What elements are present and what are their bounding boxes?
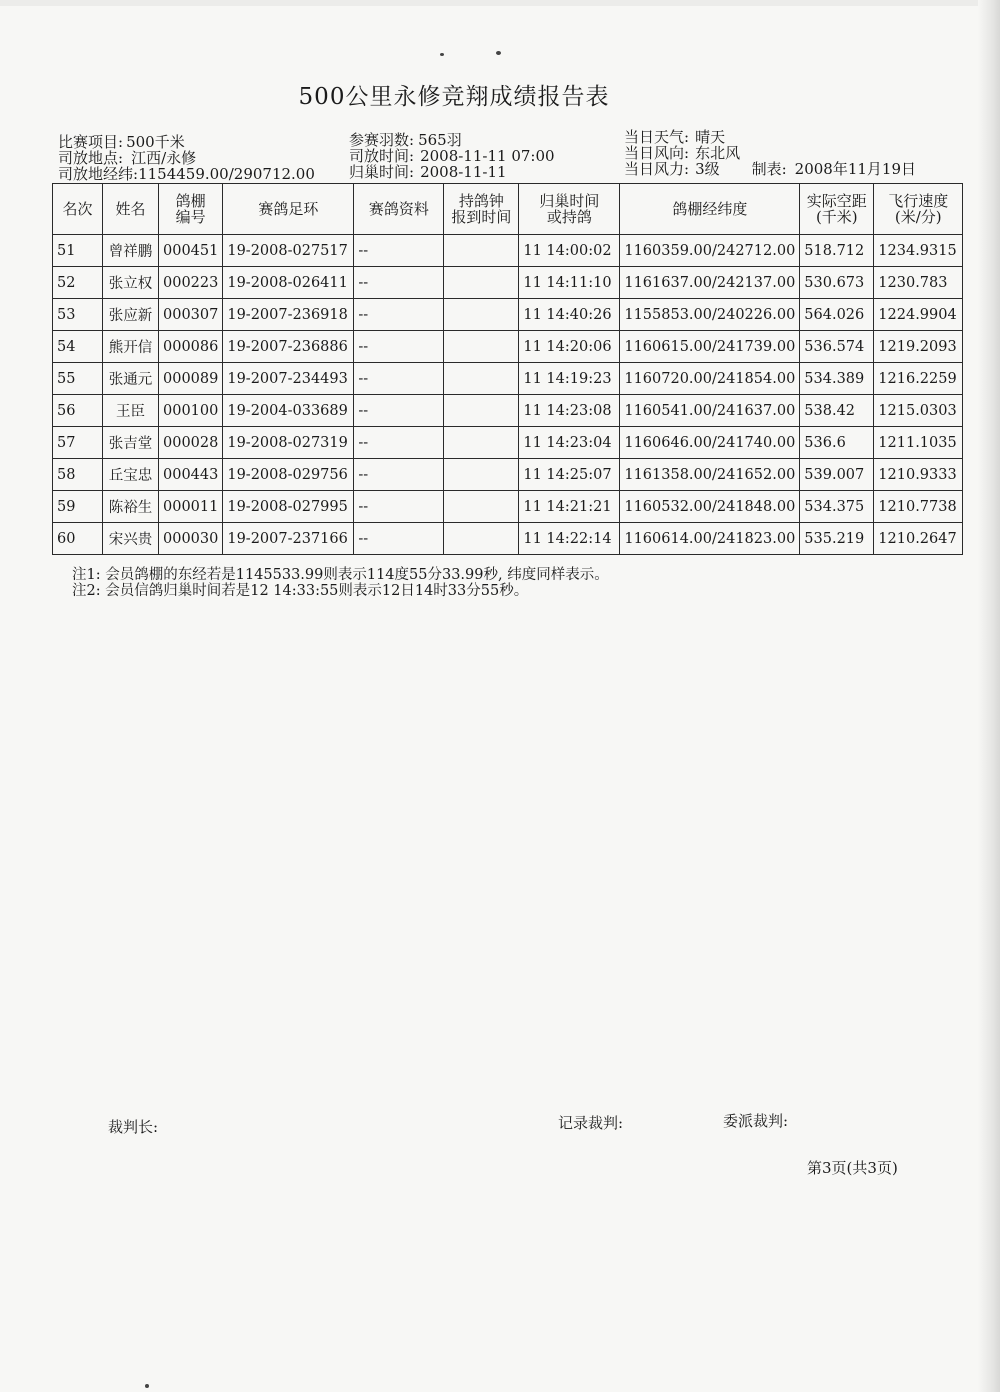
table-row <box>53 523 963 555</box>
cell-distance: 518.712 <box>800 235 874 267</box>
cell-name: 陈裕生 <box>103 491 159 523</box>
header-loft-coords: 鸽棚经纬度 <box>620 184 800 235</box>
cell-name: 张应新 <box>103 299 159 331</box>
scan-speck <box>145 1384 149 1388</box>
cell-rank: 57 <box>53 427 103 459</box>
header-rank: 名次 <box>53 184 103 235</box>
meta-row <box>349 148 555 164</box>
cell-distance: 530.673 <box>800 267 874 299</box>
header-distance: 实际空距 (千米) <box>800 184 874 235</box>
cell-ring: 19-2008-029756 <box>223 459 354 491</box>
cell-loft-number: 000089 <box>159 363 223 395</box>
cell-loft-coords: 1160720.00/241854.00 <box>620 363 800 395</box>
meta-label: 归巢时间: <box>349 163 415 181</box>
cell-rank: 56 <box>53 395 103 427</box>
note-2: 注2: 会员信鸽归巢时间若是12 14:33:55则表示12日14时33分55秒。 <box>72 583 529 599</box>
cell-clock-report-time <box>444 299 519 331</box>
cell-pigeon-info: -- <box>354 491 444 523</box>
header-arrival-time: 归巢时间 或持鸽 <box>519 184 620 235</box>
cell-loft-number: 000451 <box>159 235 223 267</box>
meta-label: 当日风力: <box>624 160 690 178</box>
table-row <box>53 235 963 267</box>
meta-row <box>624 129 916 145</box>
scan-right-edge <box>978 0 1000 1392</box>
cell-arrival-time: 11 14:20:06 <box>519 331 620 363</box>
cell-loft-coords: 1161637.00/242137.00 <box>620 267 800 299</box>
meta-row <box>349 164 555 180</box>
cell-ring: 19-2007-237166 <box>223 523 354 555</box>
cell-loft-number: 000011 <box>159 491 223 523</box>
meta-row <box>624 161 916 177</box>
results-table <box>52 183 963 555</box>
cell-clock-report-time <box>444 427 519 459</box>
cell-rank: 54 <box>53 331 103 363</box>
meta-label: 参赛羽数: <box>349 131 415 149</box>
cell-pigeon-info: -- <box>354 459 444 491</box>
page-title: 500公里永修竞翔成绩报告表 <box>298 84 610 110</box>
meta-label: 司放地经纬: <box>58 165 139 183</box>
cell-arrival-time: 11 14:23:08 <box>519 395 620 427</box>
cell-distance: 538.42 <box>800 395 874 427</box>
cell-arrival-time: 11 14:11:10 <box>519 267 620 299</box>
table-row <box>53 491 963 523</box>
cell-clock-report-time <box>444 459 519 491</box>
cell-clock-report-time <box>444 331 519 363</box>
cell-arrival-time: 11 14:22:14 <box>519 523 620 555</box>
meta-value: 500千米 <box>126 133 185 151</box>
cell-loft-number: 000086 <box>159 331 223 363</box>
cell-loft-number: 000100 <box>159 395 223 427</box>
cell-name: 张立权 <box>103 267 159 299</box>
cell-distance: 534.375 <box>800 491 874 523</box>
cell-clock-report-time <box>444 363 519 395</box>
cell-clock-report-time <box>444 267 519 299</box>
cell-distance: 539.007 <box>800 459 874 491</box>
cell-pigeon-info: -- <box>354 267 444 299</box>
cell-loft-coords: 1161358.00/241652.00 <box>620 459 800 491</box>
cell-arrival-time: 11 14:23:04 <box>519 427 620 459</box>
cell-rank: 53 <box>53 299 103 331</box>
cell-clock-report-time <box>444 523 519 555</box>
cell-name: 宋兴贵 <box>103 523 159 555</box>
header-speed: 飞行速度 (米/分) <box>874 184 963 235</box>
cell-speed: 1211.1035 <box>874 427 963 459</box>
cell-ring: 19-2008-026411 <box>223 267 354 299</box>
cell-name: 张通元 <box>103 363 159 395</box>
cell-arrival-time: 11 14:19:23 <box>519 363 620 395</box>
meta-value: 1154459.00/290712.00 <box>138 165 315 183</box>
cell-pigeon-info: -- <box>354 523 444 555</box>
meta-label: 司放时间: <box>349 147 415 165</box>
meta-row <box>58 134 315 150</box>
cell-loft-coords: 1160359.00/242712.00 <box>620 235 800 267</box>
header-pigeon-info: 赛鸽资料 <box>354 184 444 235</box>
cell-arrival-time: 11 14:00:02 <box>519 235 620 267</box>
table-row <box>53 363 963 395</box>
signature-delegate-judge: 委派裁判: <box>723 1112 789 1130</box>
cell-pigeon-info: -- <box>354 395 444 427</box>
meta-row <box>58 150 315 166</box>
table-row <box>53 427 963 459</box>
made-date: 2008年11月19日 <box>794 160 917 178</box>
cell-pigeon-info: -- <box>354 427 444 459</box>
meta-value: 565羽 <box>418 131 462 149</box>
meta-label: 比赛项目: <box>58 133 124 151</box>
header-clock-report-time: 持鸽钟 报到时间 <box>444 184 519 235</box>
notes <box>72 567 609 599</box>
table-row <box>53 267 963 299</box>
table-row <box>53 395 963 427</box>
table-row <box>53 299 963 331</box>
cell-rank: 51 <box>53 235 103 267</box>
cell-speed: 1230.783 <box>874 267 963 299</box>
cell-distance: 535.219 <box>800 523 874 555</box>
cell-speed: 1215.0303 <box>874 395 963 427</box>
cell-arrival-time: 11 14:40:26 <box>519 299 620 331</box>
header-name: 姓名 <box>103 184 159 235</box>
meta-value: 2008-11-11 <box>420 163 507 181</box>
cell-speed: 1210.2647 <box>874 523 963 555</box>
page-number: 第3页(共3页) <box>807 1159 898 1177</box>
meta-label: 当日天气: <box>624 128 690 146</box>
cell-ring: 19-2008-027517 <box>223 235 354 267</box>
meta-row <box>58 166 315 182</box>
cell-ring: 19-2007-236886 <box>223 331 354 363</box>
cell-pigeon-info: -- <box>354 331 444 363</box>
cell-ring: 19-2008-027995 <box>223 491 354 523</box>
meta-value: 晴天 <box>695 128 726 146</box>
cell-name: 张吉堂 <box>103 427 159 459</box>
cell-loft-number: 000443 <box>159 459 223 491</box>
cell-rank: 58 <box>53 459 103 491</box>
meta-row <box>624 145 916 161</box>
cell-pigeon-info: -- <box>354 235 444 267</box>
meta-value: 东北风 <box>695 144 741 162</box>
cell-arrival-time: 11 14:25:07 <box>519 459 620 491</box>
meta-left <box>58 134 315 182</box>
cell-loft-coords: 1160532.00/241848.00 <box>620 491 800 523</box>
meta-value: 3级 <box>695 160 720 178</box>
meta-value: 江西/永修 <box>131 149 197 167</box>
cell-ring: 19-2007-234493 <box>223 363 354 395</box>
cell-pigeon-info: -- <box>354 299 444 331</box>
cell-rank: 55 <box>53 363 103 395</box>
scan-top-shadow <box>0 0 1000 6</box>
cell-distance: 564.026 <box>800 299 874 331</box>
cell-distance: 536.6 <box>800 427 874 459</box>
cell-name: 王臣 <box>103 395 159 427</box>
cell-loft-coords: 1160541.00/241637.00 <box>620 395 800 427</box>
cell-loft-coords: 1160646.00/241740.00 <box>620 427 800 459</box>
cell-ring: 19-2008-027319 <box>223 427 354 459</box>
cell-name: 熊开信 <box>103 331 159 363</box>
meta-right <box>624 129 916 177</box>
table-header-row <box>53 184 963 235</box>
cell-arrival-time: 11 14:21:21 <box>519 491 620 523</box>
cell-loft-coords: 1160614.00/241823.00 <box>620 523 800 555</box>
cell-pigeon-info: -- <box>354 363 444 395</box>
cell-clock-report-time <box>444 395 519 427</box>
meta-middle <box>349 132 555 180</box>
cell-rank: 60 <box>53 523 103 555</box>
cell-name: 曾祥鹏 <box>103 235 159 267</box>
table-row <box>53 331 963 363</box>
cell-speed: 1210.7738 <box>874 491 963 523</box>
table-row <box>53 459 963 491</box>
header-loft-number: 鸽棚 编号 <box>159 184 223 235</box>
cell-speed: 1210.9333 <box>874 459 963 491</box>
cell-rank: 52 <box>53 267 103 299</box>
cell-rank: 59 <box>53 491 103 523</box>
cell-name: 丘宝忠 <box>103 459 159 491</box>
scan-speck <box>496 51 501 55</box>
cell-clock-report-time <box>444 235 519 267</box>
cell-loft-number: 000030 <box>159 523 223 555</box>
cell-distance: 534.389 <box>800 363 874 395</box>
made-by-label: 制表: <box>751 160 787 178</box>
cell-speed: 1219.2093 <box>874 331 963 363</box>
cell-speed: 1234.9315 <box>874 235 963 267</box>
signature-chief-judge: 裁判长: <box>108 1118 159 1136</box>
cell-ring: 19-2007-236918 <box>223 299 354 331</box>
cell-distance: 536.574 <box>800 331 874 363</box>
meta-value: 2008-11-11 07:00 <box>420 147 555 165</box>
cell-loft-coords: 1160615.00/241739.00 <box>620 331 800 363</box>
cell-loft-number: 000028 <box>159 427 223 459</box>
meta-label: 司放地点: <box>58 149 124 167</box>
meta-row <box>349 132 555 148</box>
cell-speed: 1224.9904 <box>874 299 963 331</box>
signature-recording-judge: 记录裁判: <box>558 1114 624 1132</box>
meta-label: 当日风向: <box>624 144 690 162</box>
header-ring: 赛鸽足环 <box>223 184 354 235</box>
cell-loft-number: 000307 <box>159 299 223 331</box>
cell-clock-report-time <box>444 491 519 523</box>
cell-loft-coords: 1155853.00/240226.00 <box>620 299 800 331</box>
cell-speed: 1216.2259 <box>874 363 963 395</box>
cell-loft-number: 000223 <box>159 267 223 299</box>
scan-speck <box>440 53 444 56</box>
note-1: 注1: 会员鸽棚的东经若是1145533.99则表示114度55分33.99秒, 纬度同样表示。 <box>72 567 609 583</box>
cell-ring: 19-2004-033689 <box>223 395 354 427</box>
